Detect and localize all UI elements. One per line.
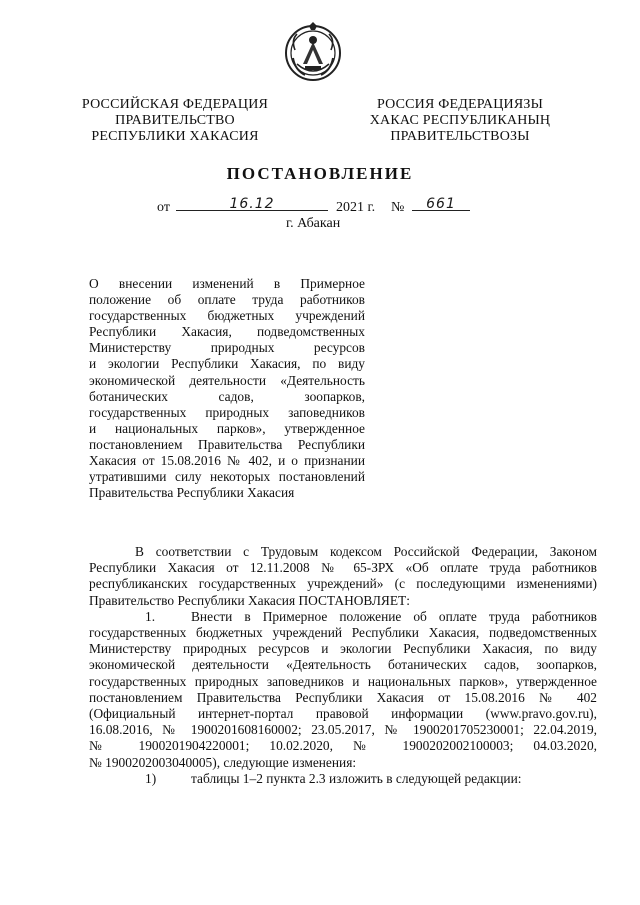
paragraph-line: № 1900201904220001; 10.02.2020, № 1900202002100003; 04.03.2020,	[89, 738, 597, 754]
subject-line: О внесении изменений в Примерное	[89, 276, 365, 291]
paragraph-line: № 1900202003040005), следующие изменения:	[89, 754, 357, 770]
number-handwritten: 661	[412, 196, 470, 211]
subject-line: Республики Хакасия, подведомственных	[89, 324, 365, 340]
paragraph-line: 16.08.2016, № 1900201608160002; 23.05.2017, № 1900201705230001; 22.04.2019,	[89, 722, 597, 738]
date-year: 2021 г.	[336, 200, 376, 215]
paragraph-line: В соответствии с Трудовым кодексом Российской Федерации, Законом	[135, 544, 597, 559]
body-text	[89, 544, 597, 787]
document-title: ПОСТАНОВЛЕНИЕ	[226, 164, 414, 183]
paragraph-line: государственных природных заповедников и национальных парков», утвержденное	[89, 673, 597, 689]
paragraph-line: экономической деятельности «Деятельность ботанических садов, зоопарков,	[89, 657, 597, 673]
subitem-1-number: 1)	[145, 770, 157, 786]
header-left-line-2: ПРАВИТЕЛЬСТВО	[115, 113, 235, 128]
paragraph-line: Министерству природных ресурсов и экологии Республики Хакасия, по виду	[89, 641, 597, 657]
header-left-line-3: РЕСПУБЛИКИ ХАКАСИЯ	[91, 129, 259, 144]
number-label: №	[391, 200, 405, 215]
paragraph-line: государственных бюджетных учреждений Республики Хакасия, подведомственных	[89, 625, 597, 641]
subject-line: постановлением Правительства Республики	[89, 436, 365, 452]
paragraph-line: (Официальный интернет-портал правовой информации (www.pravo.gov.ru),	[89, 706, 597, 722]
subject-line: и экологии Республики Хакасия, по виду	[89, 356, 365, 372]
header-right-line-1: РОССИЯ ФЕДЕРАЦИЯЗЫ	[376, 97, 544, 112]
city: г. Абакан	[286, 216, 341, 231]
header-russian	[80, 97, 270, 145]
item-1-first-line	[89, 609, 597, 625]
subject-line: Министерству природных ресурсов	[89, 340, 365, 356]
paragraph-line: постановлением Правительства Республики Хакасия от 15.08.2016 № 402	[89, 689, 597, 705]
item-1-number: 1.	[145, 608, 156, 624]
subject-line: экономической деятельности «Деятельность	[89, 372, 365, 388]
header-right-line-3: ПРАВИТЕЛЬСТВОЗЫ	[390, 129, 530, 144]
date-from-label: от	[157, 200, 170, 215]
subject-line: Хакасия от 15.08.2016 № 402, и о признании	[89, 453, 365, 469]
subject-line: Правительства Республики Хакасия	[89, 485, 295, 501]
paragraph-line: республиканских государственных учреждений» (с последующими изменениями)	[89, 576, 597, 592]
subject-line: государственных природных заповедников	[89, 404, 365, 420]
subject-line: государственных бюджетных учреждений	[89, 308, 365, 324]
subitem-1-line	[89, 771, 597, 787]
subject-line: и национальных парков», утвержденное	[89, 420, 365, 436]
header-left-line-1: РОССИЙСКАЯ ФЕДЕРАЦИЯ	[81, 97, 269, 112]
subitem-1-text: таблицы 1–2 пункта 2.3 изложить в следующей редакции:	[191, 770, 522, 786]
paragraph-line: Республики Хакасия от 12.11.2008 № 65-ЗРХ «Об оплате труда работников	[89, 560, 597, 576]
subject-block	[89, 276, 365, 501]
date-handwritten: 16.12	[176, 196, 328, 211]
subject-line: утратившими силу некоторых постановлений	[89, 469, 365, 485]
subject-line: положение об оплате труда работников	[89, 292, 365, 308]
subject-line: ботанических садов, зоопарков,	[89, 388, 365, 404]
header-right-line-2: ХАКАС РЕСПУБЛИКАНЫҢ	[369, 113, 551, 128]
item-1-text: Внести в Примерное положение об оплате труда работников	[191, 608, 597, 624]
header-khakas	[360, 97, 560, 145]
paragraph-line: Правительство Республики Хакасия ПОСТАНОВЛЯЕТ:	[89, 592, 410, 608]
coat-of-arms-icon	[283, 20, 343, 82]
